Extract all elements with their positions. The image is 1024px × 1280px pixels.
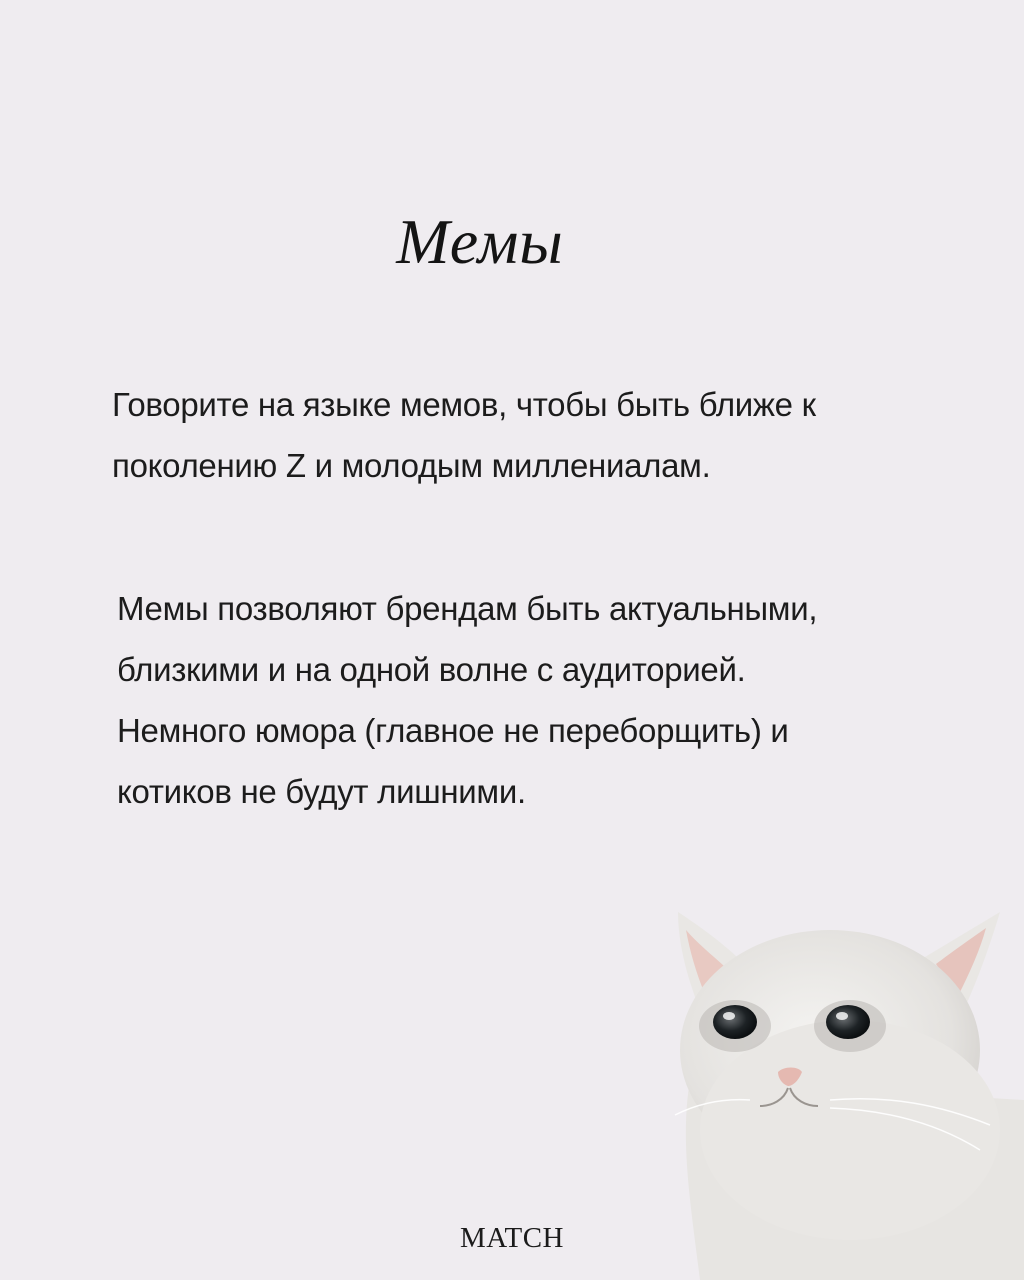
body-paragraph: Мемы позволяют брендам быть актуальными, близкими и на одной волне с аудиторией. Немного юмора (главное не переборщить) и котиков не будут лишними. (117, 590, 818, 810)
slide-title: Мемы (396, 206, 564, 277)
brand-logo: MATCH (459, 1222, 564, 1254)
intro-paragraph: Говорите на языке мемов, чтобы быть ближе к поколению Z и молодым миллениалам. (112, 386, 816, 484)
